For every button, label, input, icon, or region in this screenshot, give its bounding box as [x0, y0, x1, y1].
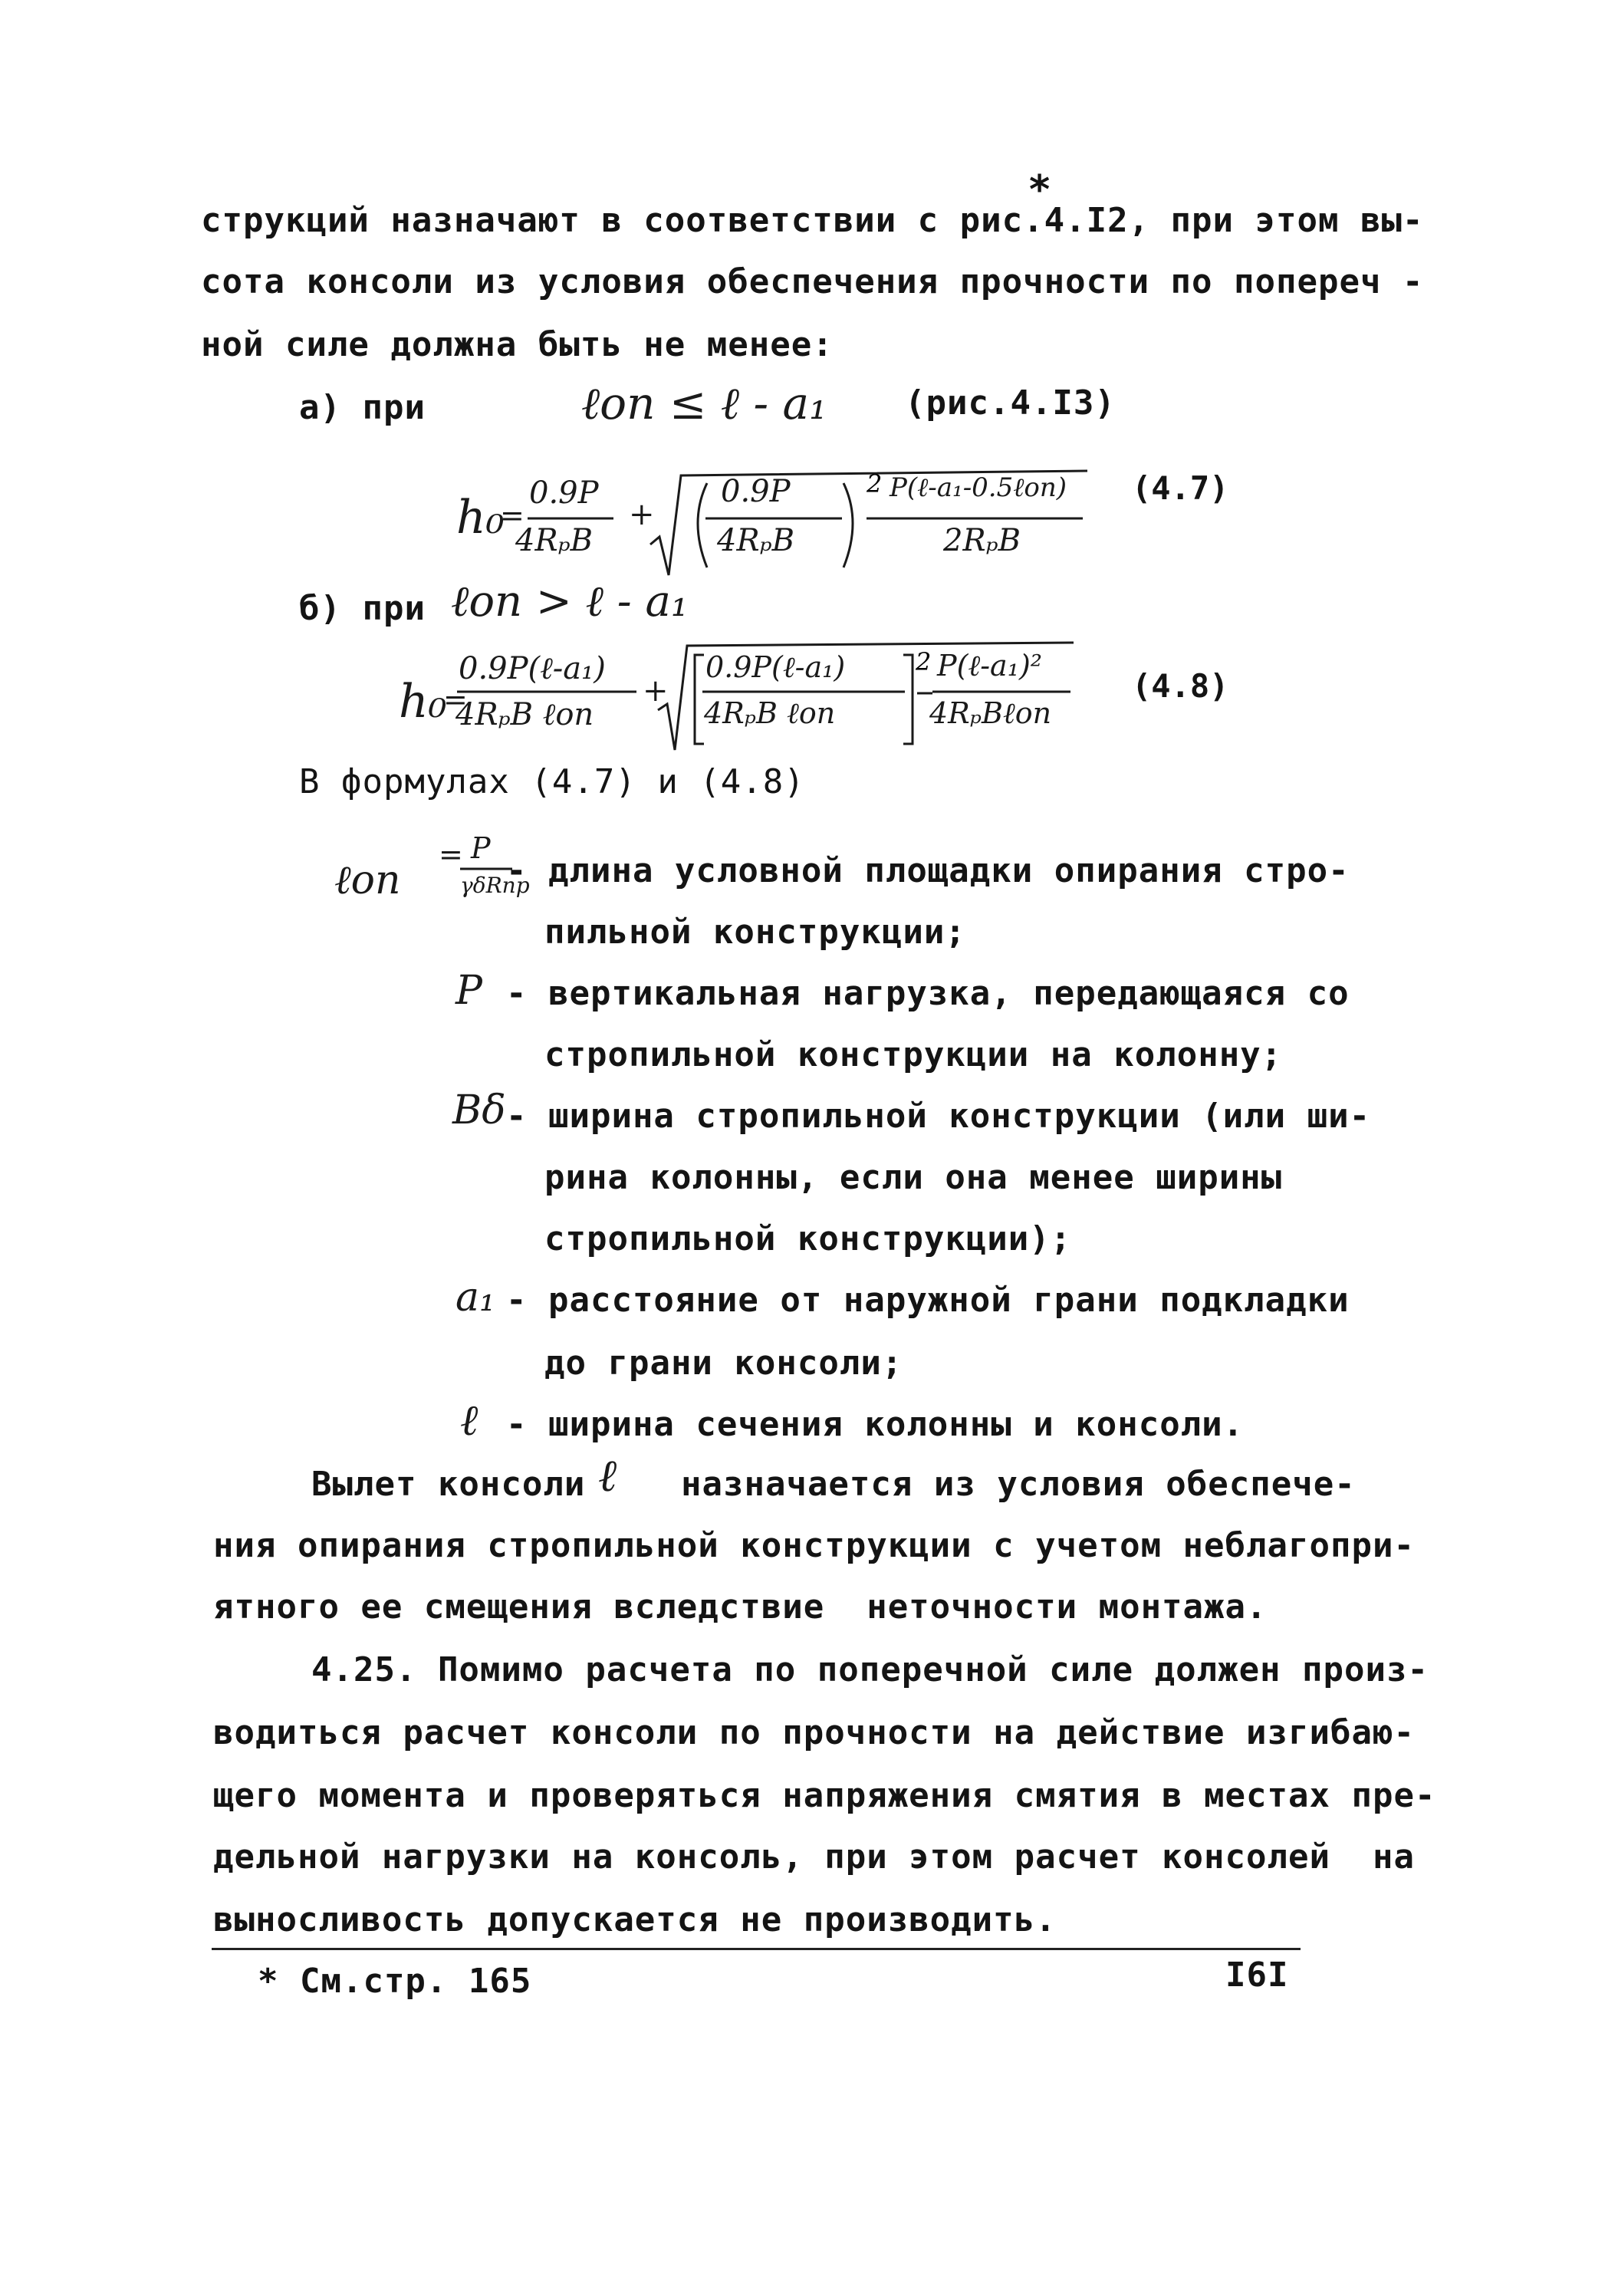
def1-fraction-num: P [471, 831, 491, 865]
paragraph3-line2: водиться расчет консоли по прочности на действие изгибаю- [213, 1713, 1415, 1752]
definition-3-line2: рина колонны, если она менее ширины [544, 1158, 1283, 1197]
definition-symbol-p: P [455, 968, 482, 1014]
svg-text:2: 2 [916, 647, 932, 676]
case-a-label: а) при [299, 388, 426, 427]
formula-4-7-num3: P(ℓ-a₁-0.5ℓоп) [890, 472, 1067, 503]
definition-1-line2: пильной конструкции; [544, 913, 966, 952]
case-a-ref: (рис.4.I3) [905, 383, 1116, 423]
formula-4-7-num1: 0.9P [529, 475, 599, 511]
footnote: * См.стр. 165 [258, 1962, 532, 2001]
definition-2-line2: стропильной конструкции на колонну; [544, 1035, 1283, 1074]
definition-4-line1: - расстояние от наружной грани подкладки [506, 1281, 1350, 1320]
formula-4-8-num3: P(ℓ-a₁)² [937, 649, 1043, 683]
formula-4-7-den2: 4RₚB [717, 523, 794, 558]
paragraph2-line3: ятного ее смещения вследствие неточности монтажа. [213, 1587, 1268, 1627]
paragraph2-line1a: Вылет консоли [311, 1465, 586, 1504]
formula-4-7-den3: 2RₚB [943, 523, 1021, 558]
formula-4-7-number: (4.7) [1132, 469, 1229, 507]
case-b-condition: ℓоп > ℓ - a₁ [451, 577, 689, 627]
definition-symbol-lop: ℓоп [334, 857, 401, 903]
formula-4-7-den1: 4RₚB [515, 523, 593, 558]
page-number: I6I [1225, 1956, 1289, 1995]
formula-4-8-num1: 0.9P(ℓ-a₁) [459, 651, 606, 686]
formula-4-8-number: (4.8) [1132, 667, 1229, 705]
case-b-label: б) при [299, 589, 426, 628]
definition-4-line2: до грани консоли; [544, 1344, 903, 1383]
formula-4-8-den2: 4RₚB ℓоп [704, 696, 836, 730]
formula-4-8-den3: 4RₚBℓоп [929, 696, 1052, 730]
svg-text:2: 2 [867, 469, 883, 498]
definition-2-line1: - вертикальная нагрузка, передающаяся со [506, 974, 1350, 1013]
formula-4-8-lhs: h₀ [399, 675, 447, 729]
formula-4-8-den1: 4RₚB ℓоп [455, 697, 594, 732]
definition-5-line1: - ширина сечения колонны и консоли. [506, 1405, 1245, 1444]
formula-4-7-lhs: h₀ [456, 491, 505, 544]
formula-4-8-strokes [452, 636, 1081, 759]
def1-fraction-den: γδRпр [460, 873, 530, 898]
footnote-divider [212, 1948, 1301, 1950]
definition-symbol-b: Bδ [452, 1087, 506, 1133]
definition-3-line1: - ширина стропильной конструкции (или ши- [506, 1097, 1371, 1136]
paragraph1-line2: сота консоли из условия обеспечения прочности по попереч - [201, 262, 1424, 301]
formula-4-7-strokes [506, 460, 1089, 583]
definition-1-line1: - длина условной площадки опирания стро- [506, 851, 1350, 890]
formula-4-8-num2: 0.9P(ℓ-a₁) [705, 650, 846, 684]
paragraph2-line1b: назначается из условия обеспече- [681, 1465, 1356, 1504]
paragraph3-line3: щего момента и проверяться напряжения смятия в местах пре- [213, 1776, 1436, 1815]
paragraph3-line1: 4.25. Помимо расчета по поперечной силе должен произ- [311, 1650, 1429, 1689]
paragraph3-line5: выносливость допускается не производить. [213, 1900, 1057, 1939]
definition-3-line3: стропильной конструкции); [544, 1219, 1072, 1258]
footnote-star: * [1028, 167, 1053, 213]
formula-4-7-num2: 0.9P [721, 474, 791, 509]
formulas-intro: В формулах (4.7) и (4.8) [299, 762, 805, 801]
case-a-condition: ℓоп ≤ ℓ - a₁ [581, 377, 827, 429]
paragraph1-line3: ной силе должна быть не менее: [201, 325, 834, 364]
definition-symbol-a1: a₁ [455, 1275, 495, 1321]
definition-symbol-l: ℓ [460, 1396, 478, 1446]
paragraph2-line2: ния опирания стропильной конструкции с учетом неблагопри- [213, 1526, 1415, 1565]
paragraph3-line4: дельной нагрузки на консоль, при этом расчет консолей на [213, 1837, 1415, 1877]
paragraph2-symbol: ℓ [598, 1449, 617, 1502]
paragraph1-line1: струкций назначают в соответствии с рис.4.I2, при этом вы- [201, 201, 1424, 240]
